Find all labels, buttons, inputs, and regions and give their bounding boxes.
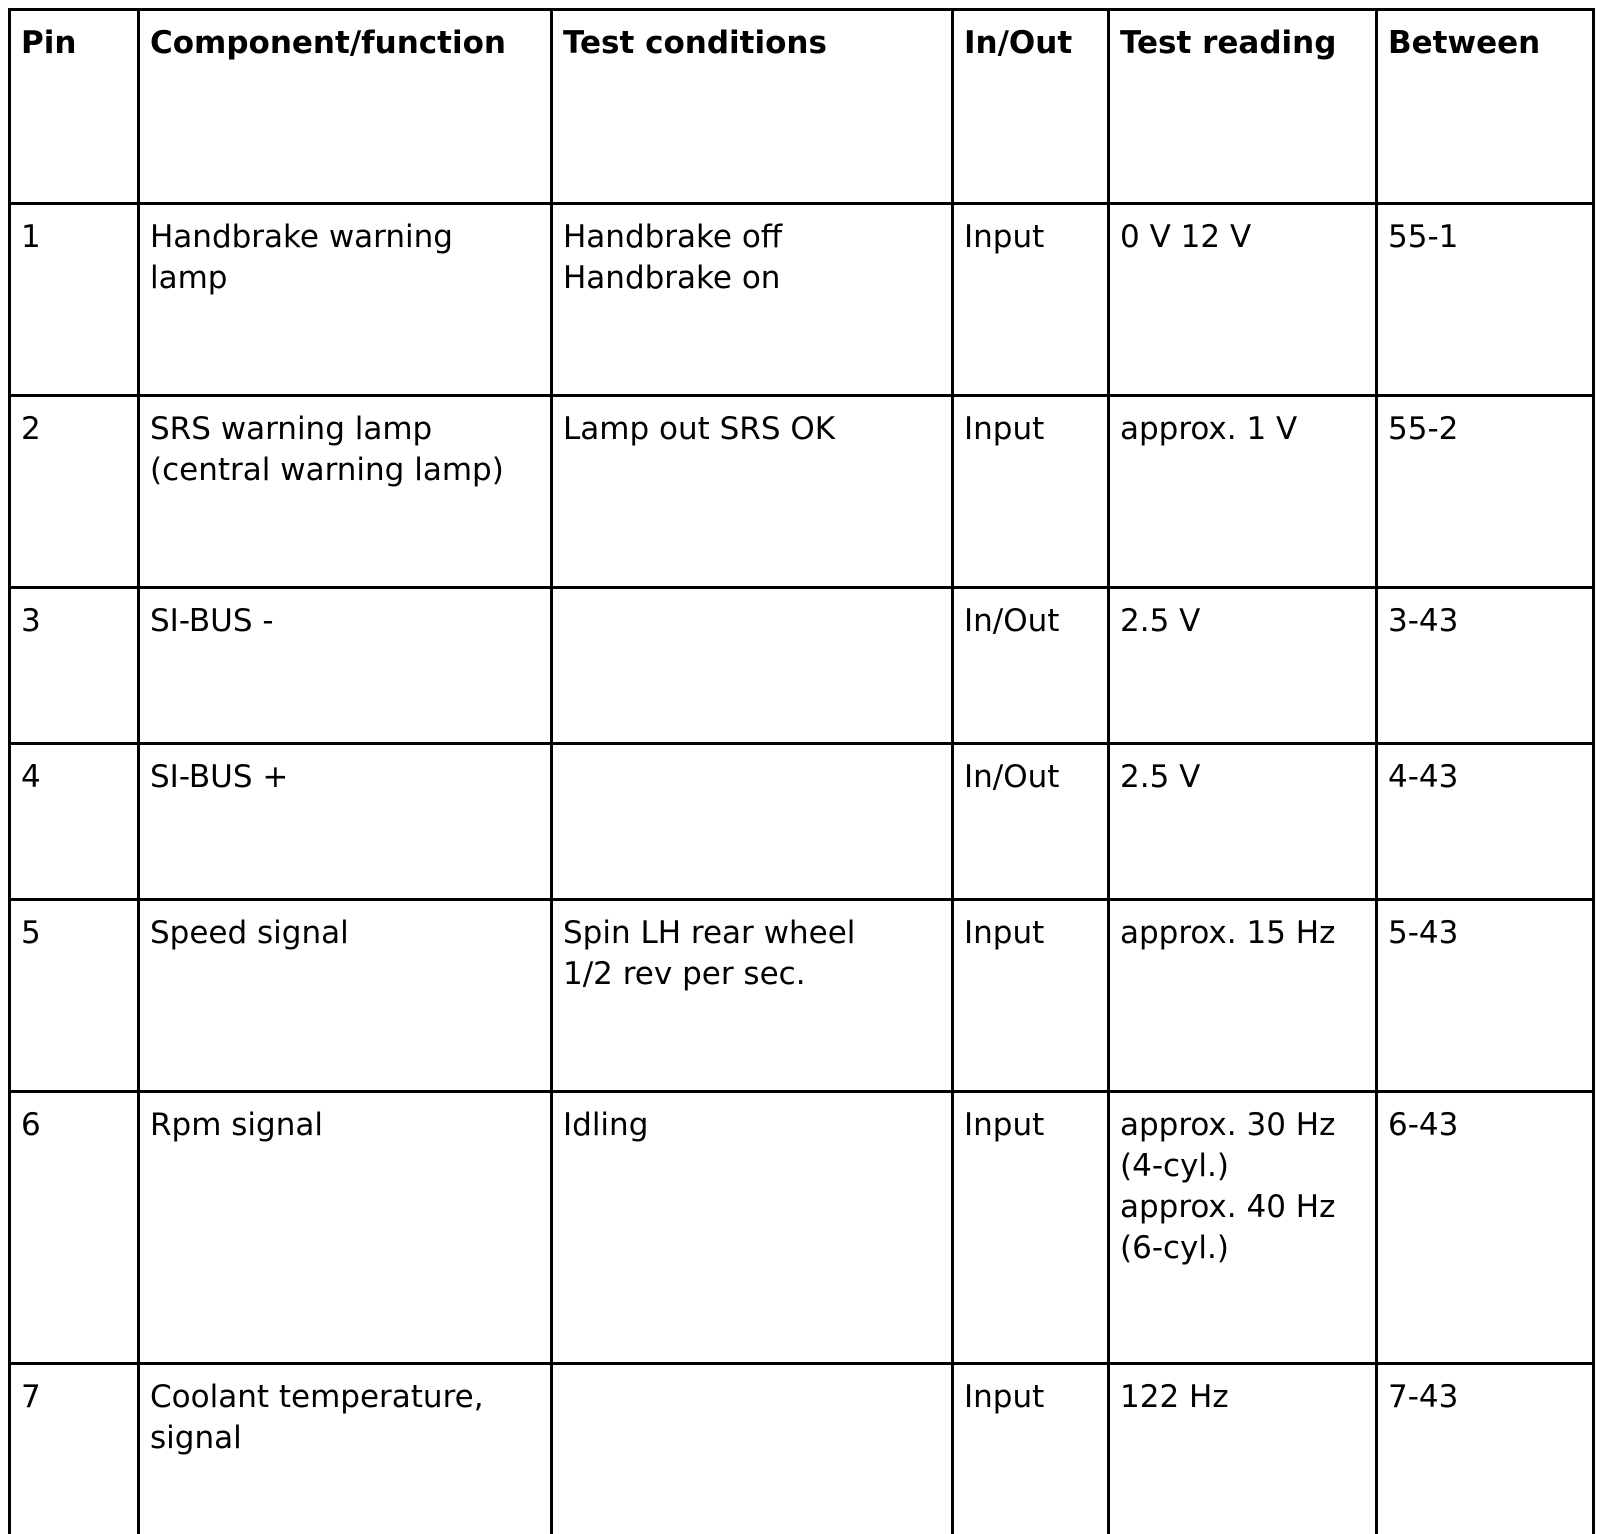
cell-component: Rpm signal	[139, 1092, 552, 1364]
header-pin: Pin	[10, 10, 139, 204]
cell-test-conditions: Lamp out SRS OK	[552, 396, 953, 588]
cell-pin: 7	[10, 1364, 139, 1534]
cell-test-reading: 2.5 V	[1109, 588, 1377, 744]
table-row	[10, 1092, 1594, 1364]
cell-pin: 3	[10, 588, 139, 744]
header-test-conditions: Test conditions	[552, 10, 953, 204]
cell-component: Coolant temperature, signal	[139, 1364, 552, 1534]
cell-test-reading: 122 Hz	[1109, 1364, 1377, 1534]
cell-test-conditions: Idling	[552, 1092, 953, 1364]
cell-test-reading: 2.5 V	[1109, 744, 1377, 900]
table-row	[10, 588, 1594, 744]
cell-test-reading: 0 V 12 V	[1109, 204, 1377, 396]
cell-test-conditions	[552, 588, 953, 744]
cell-in-out: Input	[953, 1092, 1109, 1364]
cell-test-conditions	[552, 744, 953, 900]
cell-between: 7-43	[1377, 1364, 1594, 1534]
table-row	[10, 396, 1594, 588]
cell-component: Speed signal	[139, 900, 552, 1092]
header-test-reading: Test reading	[1109, 10, 1377, 204]
header-between: Between	[1377, 10, 1594, 204]
cell-component: SI-BUS +	[139, 744, 552, 900]
cell-between: 4-43	[1377, 744, 1594, 900]
cell-in-out: In/Out	[953, 744, 1109, 900]
cell-pin: 2	[10, 396, 139, 588]
header-component: Component/function	[139, 10, 552, 204]
cell-pin: 1	[10, 204, 139, 396]
cell-pin: 4	[10, 744, 139, 900]
cell-in-out: Input	[953, 396, 1109, 588]
cell-component: SRS warning lamp (central warning lamp)	[139, 396, 552, 588]
cell-test-reading: approx. 15 Hz	[1109, 900, 1377, 1092]
cell-component: Handbrake warning lamp	[139, 204, 552, 396]
cell-test-conditions: Handbrake off Handbrake on	[552, 204, 953, 396]
cell-component: SI-BUS -	[139, 588, 552, 744]
cell-test-reading: approx. 1 V	[1109, 396, 1377, 588]
cell-pin: 6	[10, 1092, 139, 1364]
pin-table	[8, 8, 1595, 1534]
table-row	[10, 744, 1594, 900]
table-row	[10, 204, 1594, 396]
cell-pin: 5	[10, 900, 139, 1092]
cell-between: 5-43	[1377, 900, 1594, 1092]
cell-in-out: Input	[953, 204, 1109, 396]
table-row	[10, 900, 1594, 1092]
cell-between: 6-43	[1377, 1092, 1594, 1364]
cell-between: 55-1	[1377, 204, 1594, 396]
cell-test-conditions	[552, 1364, 953, 1534]
cell-in-out: In/Out	[953, 588, 1109, 744]
table-row	[10, 1364, 1594, 1534]
table-header-row	[10, 10, 1594, 204]
cell-test-reading: approx. 30 Hz (4-cyl.) approx. 40 Hz (6-cyl.)	[1109, 1092, 1377, 1364]
cell-in-out: Input	[953, 900, 1109, 1092]
cell-between: 55-2	[1377, 396, 1594, 588]
cell-test-conditions: Spin LH rear wheel 1/2 rev per sec.	[552, 900, 953, 1092]
cell-between: 3-43	[1377, 588, 1594, 744]
header-in-out: In/Out	[953, 10, 1109, 204]
cell-in-out: Input	[953, 1364, 1109, 1534]
